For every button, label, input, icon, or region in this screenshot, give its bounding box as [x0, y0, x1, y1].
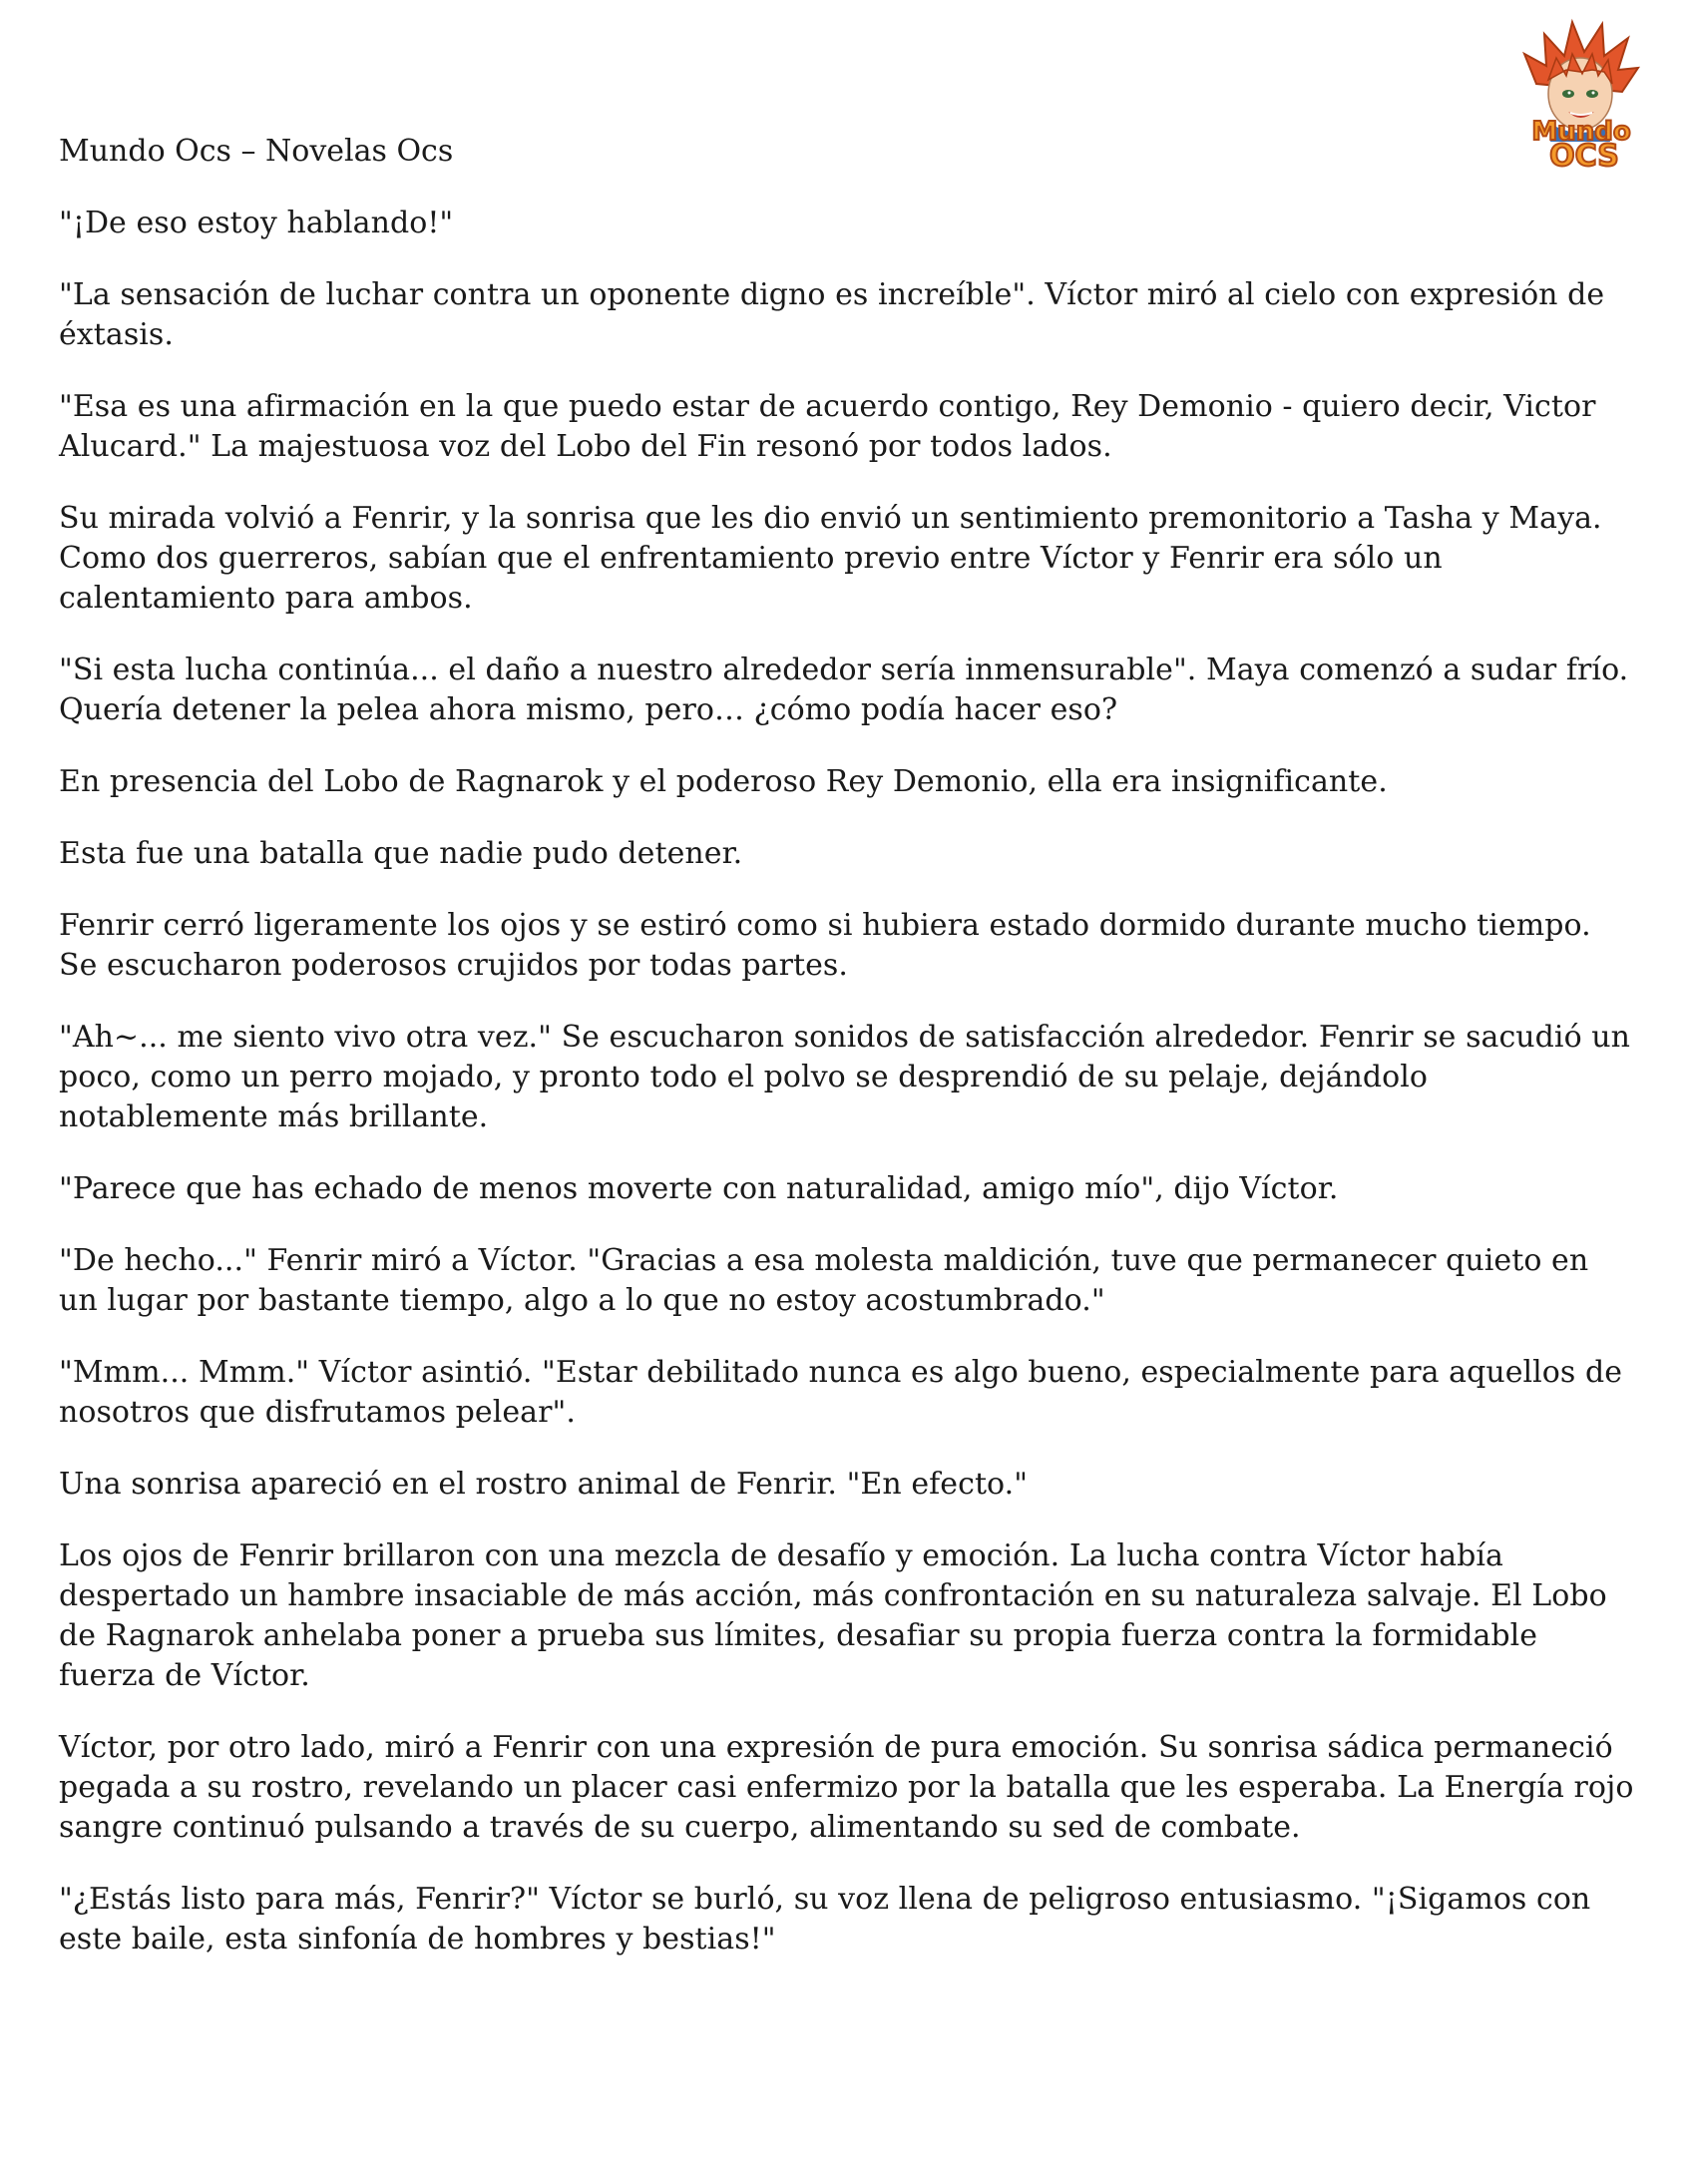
svg-text:Mundo: Mundo: [1531, 117, 1631, 147]
document-body: [59, 132, 1635, 1991]
paragraph: Fenrir cerró ligeramente los ojos y se estiró como si hubiera estado dormido durante mucho tiempo. Se escucharon poderosos crujidos por todas partes.: [59, 908, 1591, 983]
paragraph: "Ah~... me siento vivo otra vez." Se escucharon sonidos de satisfacción alrededor. Fenrir se sacudió un poco, como un perro mojado, y pronto todo el polvo se desprendió de su pelaje, dejándolo notablemente más brillante.: [59, 1020, 1631, 1134]
paragraph: Víctor, por otro lado, miró a Fenrir con una expresión de pura emoción. Su sonrisa sádica permaneció pegada a su rostro, revelando un placer casi enfermizo por la batalla que les esperaba. La Energía rojo sangre continuó pulsando a través de su cuerpo, alimentando su sed de combate.: [59, 1730, 1634, 1845]
paragraph: "Mmm... Mmm." Víctor asintió. "Estar debilitado nunca es algo bueno, especialmente para aquellos de nosotros que disfrutamos pelear".: [59, 1355, 1622, 1430]
svg-text:OCS: OCS: [1549, 139, 1619, 174]
paragraph: Esta fue una batalla que nadie pudo detener.: [59, 836, 743, 871]
paragraph: "Esa es una afirmación en la que puedo estar de acuerdo contigo, Rey Demonio - quiero decir, Victor Alucard." La majestuosa voz del Lobo del Fin resonó por todos lados.: [59, 389, 1596, 464]
paragraph: Los ojos de Fenrir brillaron con una mezcla de desafío y emoción. La lucha contra Víctor había despertado un hambre insaciable de más acción, más confrontación en su naturaleza salvaje. El Lobo de Ragnarok anhelaba poner a prueba sus límites, desafiar su propia fuerza contra la formidable fuerza de Víctor.: [59, 1538, 1607, 1693]
paragraph: "De hecho..." Fenrir miró a Víctor. "Gracias a esa molesta maldición, tuve que permanecer quieto en un lugar por bastante tiempo, algo a lo que no estoy acostumbrado.": [59, 1243, 1589, 1318]
document-header: Mundo Ocs – Novelas Ocs: [59, 134, 454, 169]
paragraph: "Parece que has echado de menos moverte con naturalidad, amigo mío", dijo Víctor.: [59, 1171, 1339, 1206]
paragraph: Una sonrisa apareció en el rostro animal de Fenrir. "En efecto.": [59, 1467, 1029, 1502]
paragraph: Su mirada volvió a Fenrir, y la sonrisa que les dio envió un sentimiento premonitorio a Tasha y Maya. Como dos guerreros, sabían que el enfrentamiento previo entre Víctor y Fenrir era sólo un calentamiento para ambos.: [59, 501, 1602, 616]
paragraph: "La sensación de luchar contra un oponente digno es increíble". Víctor miró al cielo con expresión de éxtasis.: [59, 277, 1605, 352]
paragraph: "¿Estás listo para más, Fenrir?" Víctor se burló, su voz llena de peligroso entusiasmo. "¡Sigamos con este baile, esta sinfonía de hombres y bestias!": [59, 1882, 1591, 1957]
paragraph: "¡De eso estoy hablando!": [59, 206, 454, 240]
paragraph: "Si esta lucha continúa... el daño a nuestro alrededor sería inmensurable". Maya comenzó a sudar frío. Quería detener la pelea ahora mismo, pero… ¿cómo podía hacer eso?: [59, 653, 1629, 727]
paragraph: En presencia del Lobo de Ragnarok y el poderoso Rey Demonio, ella era insignificante.: [59, 764, 1388, 799]
